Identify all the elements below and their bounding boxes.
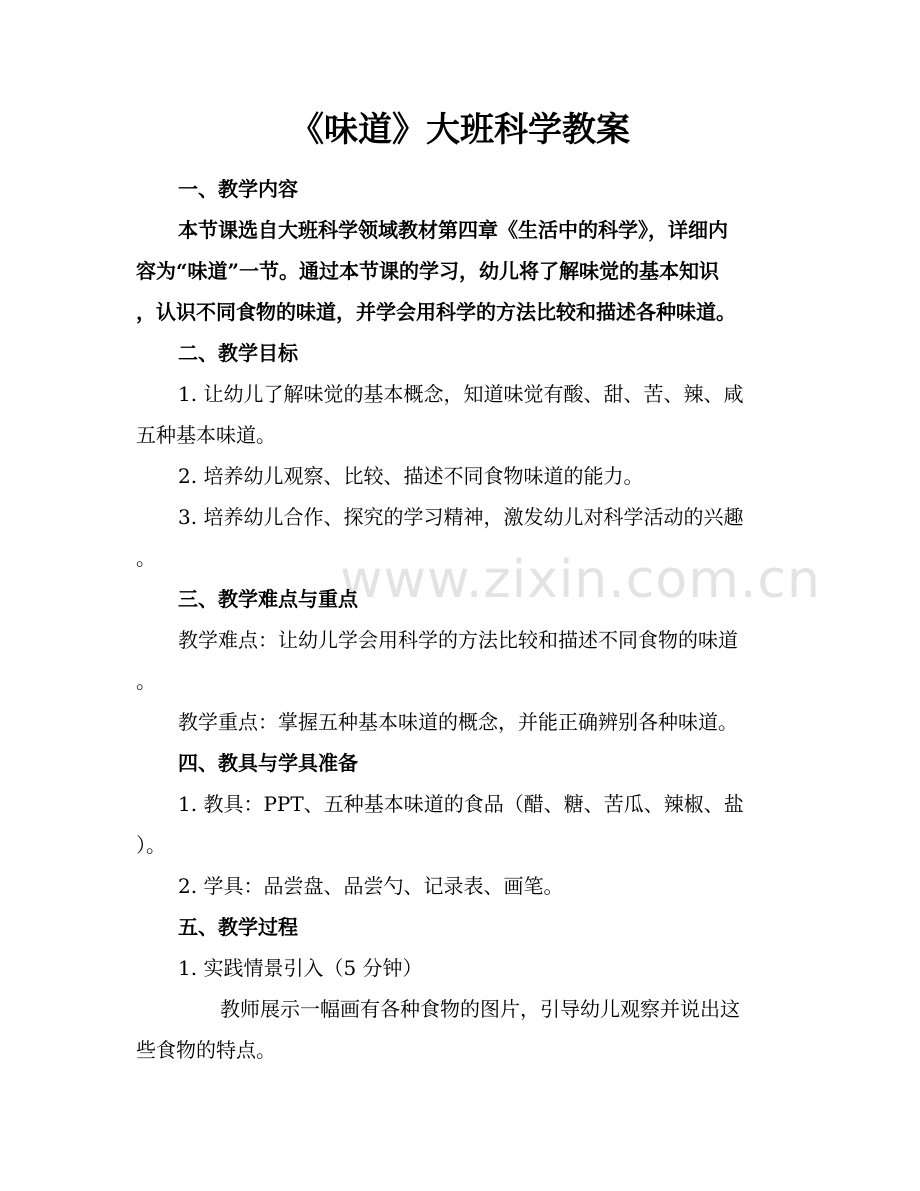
paragraph-line: 容为“味道”一节。通过本节课的学习，幼儿将了解味觉的基本知识 bbox=[136, 259, 720, 283]
section-heading: 三、教学难点与重点 bbox=[178, 587, 358, 611]
paragraph-line: 3. 培养幼儿合作、探究的学习精神，激发幼儿对科学活动的兴趣 bbox=[178, 505, 744, 529]
paragraph-line: 。 bbox=[136, 669, 156, 693]
paragraph-line: 。 bbox=[136, 546, 156, 570]
paragraph-line: 教学重点：掌握五种基本味道的概念，并能正确辨别各种味道。 bbox=[178, 710, 738, 734]
paragraph-line: 本节课选自大班科学领域教材第四章《生活中的科学》，详细内 bbox=[178, 218, 728, 242]
paragraph-line: 些食物的特点。 bbox=[136, 1038, 276, 1062]
section-heading: 二、教学目标 bbox=[178, 341, 298, 365]
paragraph-line: 1. 让幼儿了解味觉的基本概念，知道味觉有酸、甜、苦、辣、咸 bbox=[178, 382, 744, 406]
paragraph-line: 1. 教具：PPT、五种基本味道的食品（醋、糖、苦瓜、辣椒、盐 bbox=[178, 792, 744, 816]
paragraph-line: ）。 bbox=[136, 833, 166, 857]
paragraph-line: 教师展示一幅画有各种食物的图片，引导幼儿观察并说出这 bbox=[220, 997, 740, 1021]
paragraph-line: 1. 实践情景引入（5 分钟） bbox=[178, 956, 423, 980]
paragraph-line: 教学难点：让幼儿学会用科学的方法比较和描述不同食物的味道 bbox=[178, 628, 738, 652]
paragraph-line: 五种基本味道。 bbox=[136, 423, 276, 447]
watermark: www.zixin.com.cn bbox=[340, 550, 821, 610]
paragraph-line: 2. 学具：品尝盘、品尝勺、记录表、画笔。 bbox=[178, 874, 564, 898]
document-title: 《味道》大班科学教案 bbox=[290, 110, 630, 150]
paragraph-line: ，认识不同食物的味道，并学会用科学的方法比较和描述各种味道。 bbox=[136, 300, 736, 324]
section-heading: 一、教学内容 bbox=[178, 177, 298, 201]
section-heading: 五、教学过程 bbox=[178, 915, 298, 939]
paragraph-line: 2. 培养幼儿观察、比较、描述不同食物味道的能力。 bbox=[178, 464, 644, 488]
section-heading: 四、教具与学具准备 bbox=[178, 751, 358, 775]
